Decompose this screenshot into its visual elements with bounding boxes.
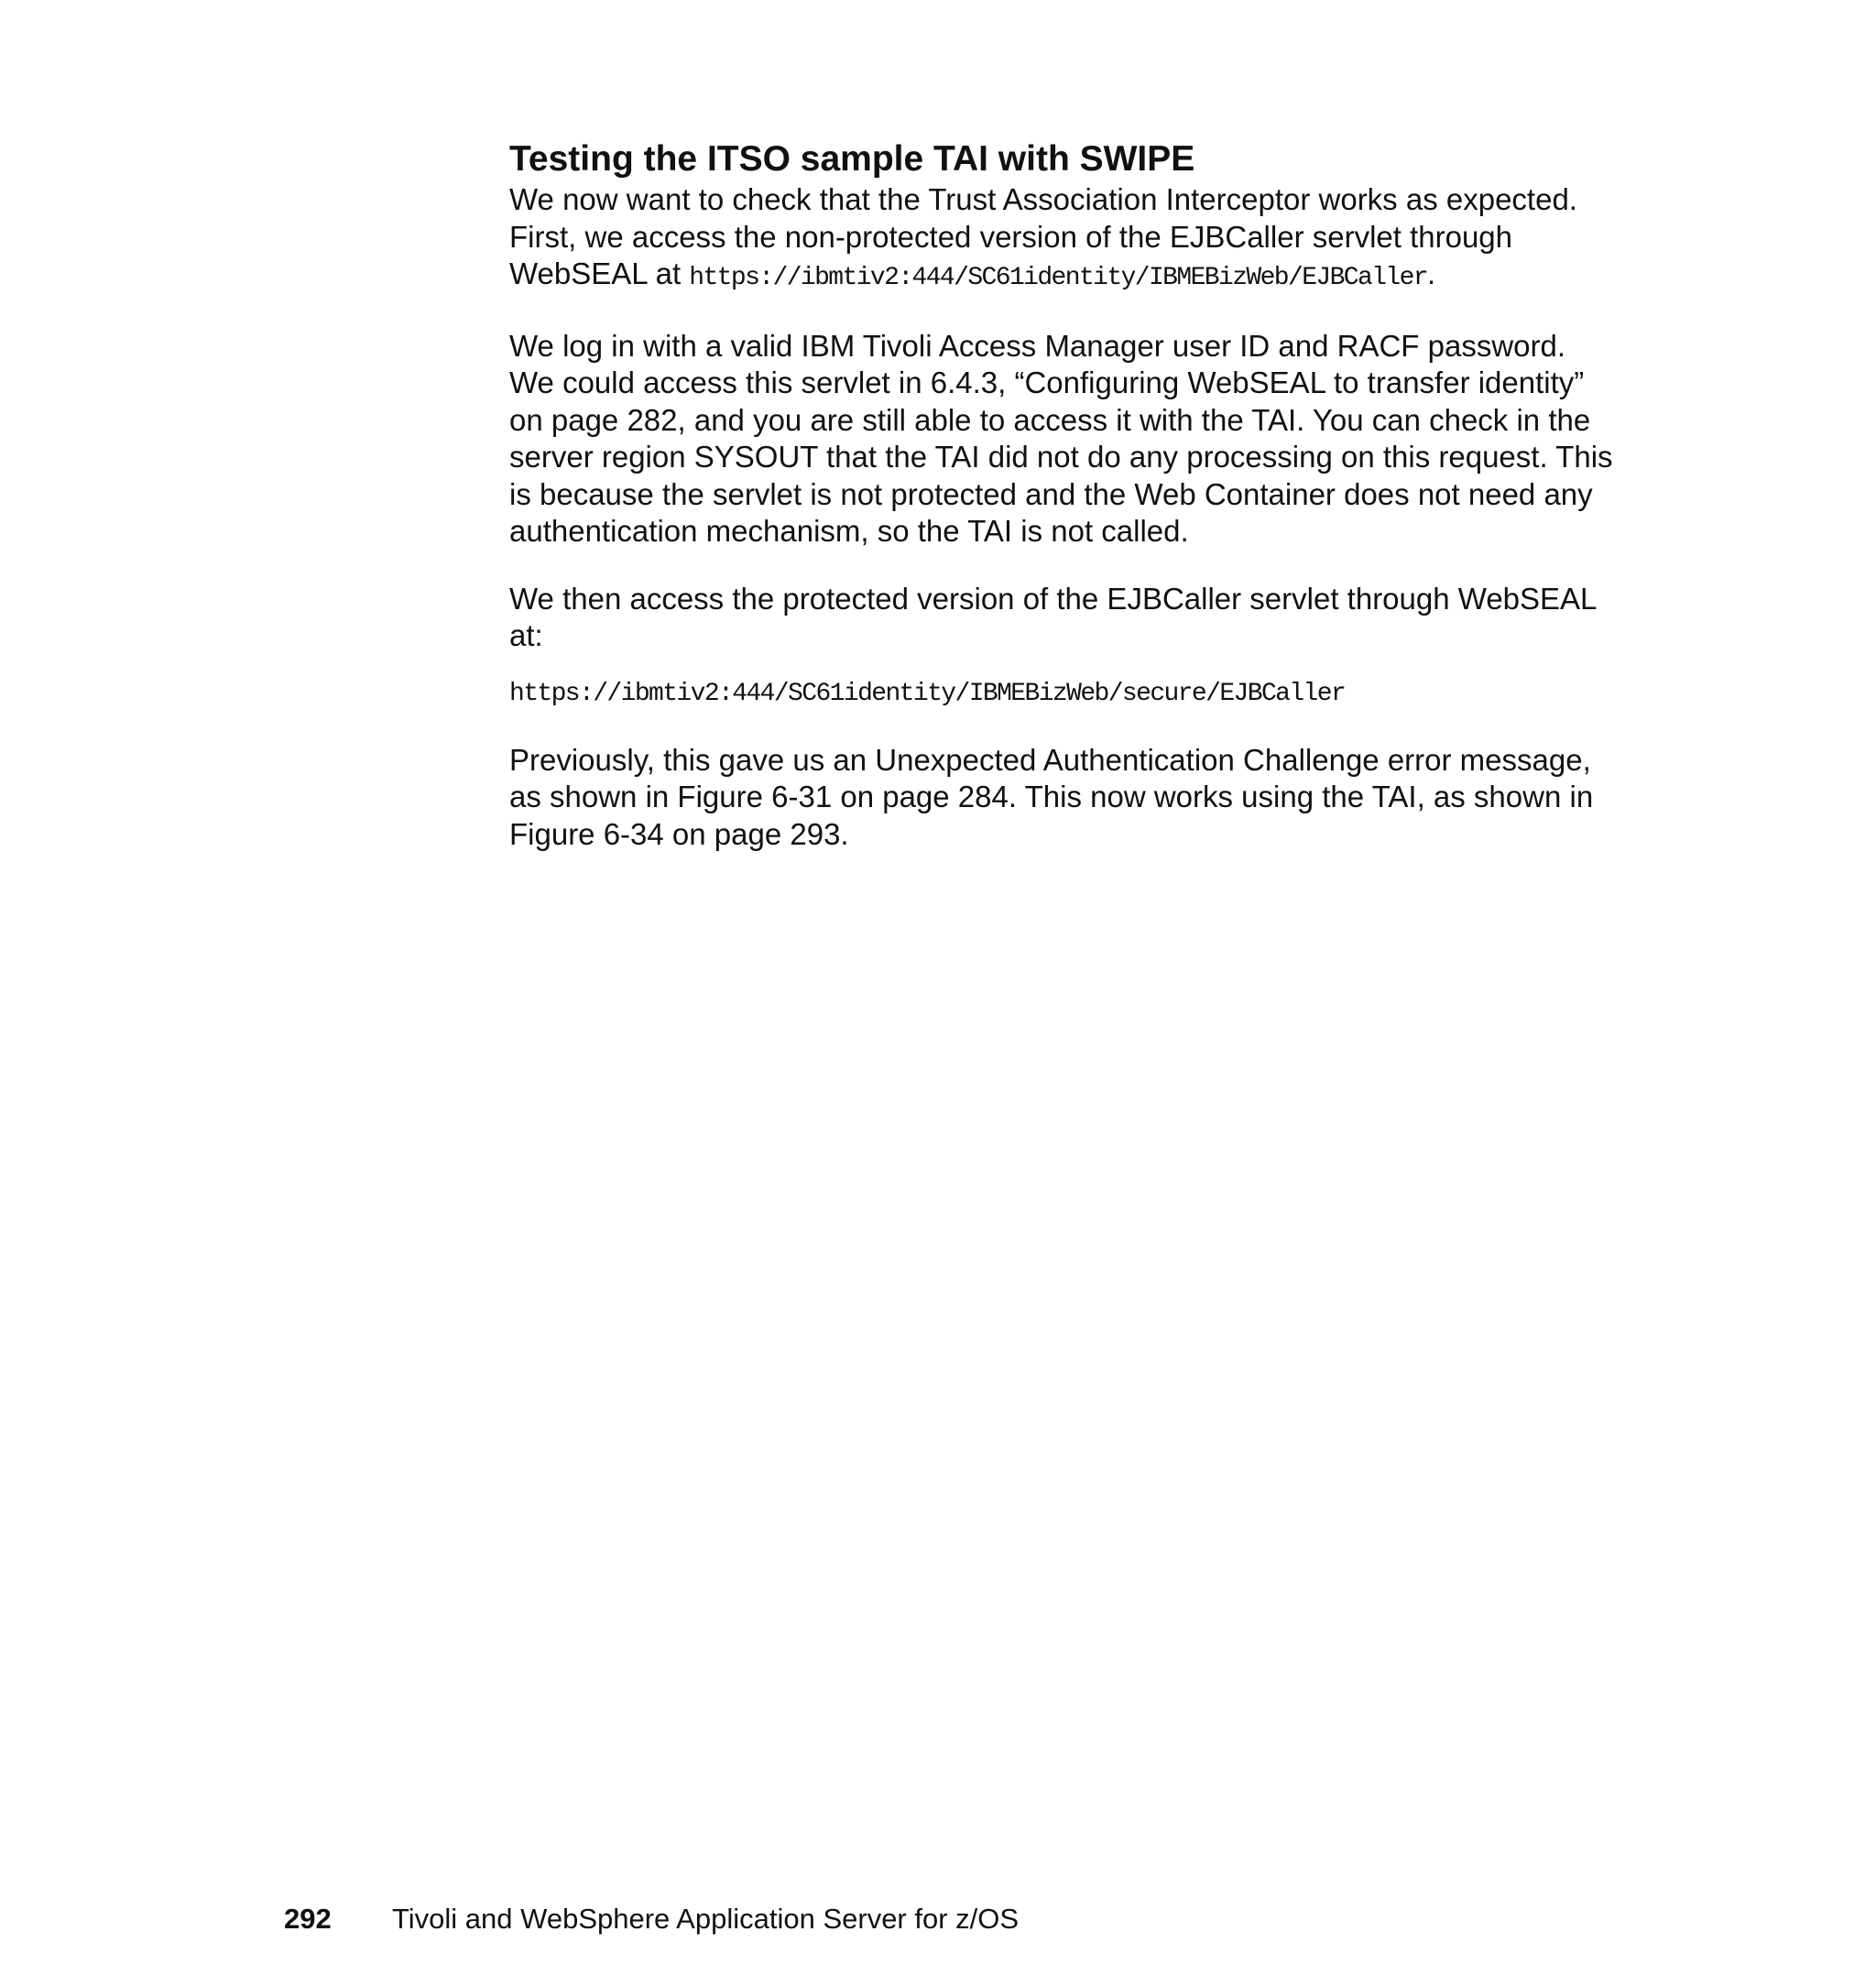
- section-heading: Testing the ITSO sample TAI with SWIPE: [509, 139, 1195, 179]
- protected-url: https://ibmtiv2:444/SC61identity/IBMEBizWeb/secure/EJBCaller: [509, 679, 1346, 708]
- paragraph-intro-text: We now want to check that the Trust Association Interceptor works as expected. First, we access the non-protected version of the EJBCaller servlet through WebSEAL at: [509, 182, 1577, 290]
- page-footer: [284, 1901, 1019, 1937]
- paragraph-login: We log in with a valid IBM Tivoli Access Manager user ID and RACF password. We could access this servlet in 6.4.3, “Configuring WebSEAL to transfer identity” on page 282, and you are still able to access it with the TAI. You can check in the server region SYSOUT that the TAI did not do any processing on this request. This is because the servlet is not protected and the Web Container does not need any authentication mechanism, so the TAI is not called.: [509, 328, 1613, 548]
- unprotected-url: https://ibmtiv2:444/SC61identity/IBMEBizWeb/EJBCaller: [689, 264, 1428, 292]
- page-number: 292: [284, 1903, 332, 1935]
- paragraph-protected: We then access the protected version of the EJBCaller servlet through WebSEAL at:: [509, 581, 1597, 652]
- paragraph-result: Previously, this gave us an Unexpected Authentication Challenge error message, as shown in Figure 6-31 on page 284. This now works using the TAI, as shown in Figure 6-34 on page 293.: [509, 742, 1594, 851]
- book-title: Tivoli and WebSphere Application Server for z/OS: [392, 1903, 1020, 1935]
- paragraph-intro-end: .: [1427, 256, 1436, 290]
- paragraph-intro: [509, 181, 1618, 298]
- page-content: [509, 137, 1618, 883]
